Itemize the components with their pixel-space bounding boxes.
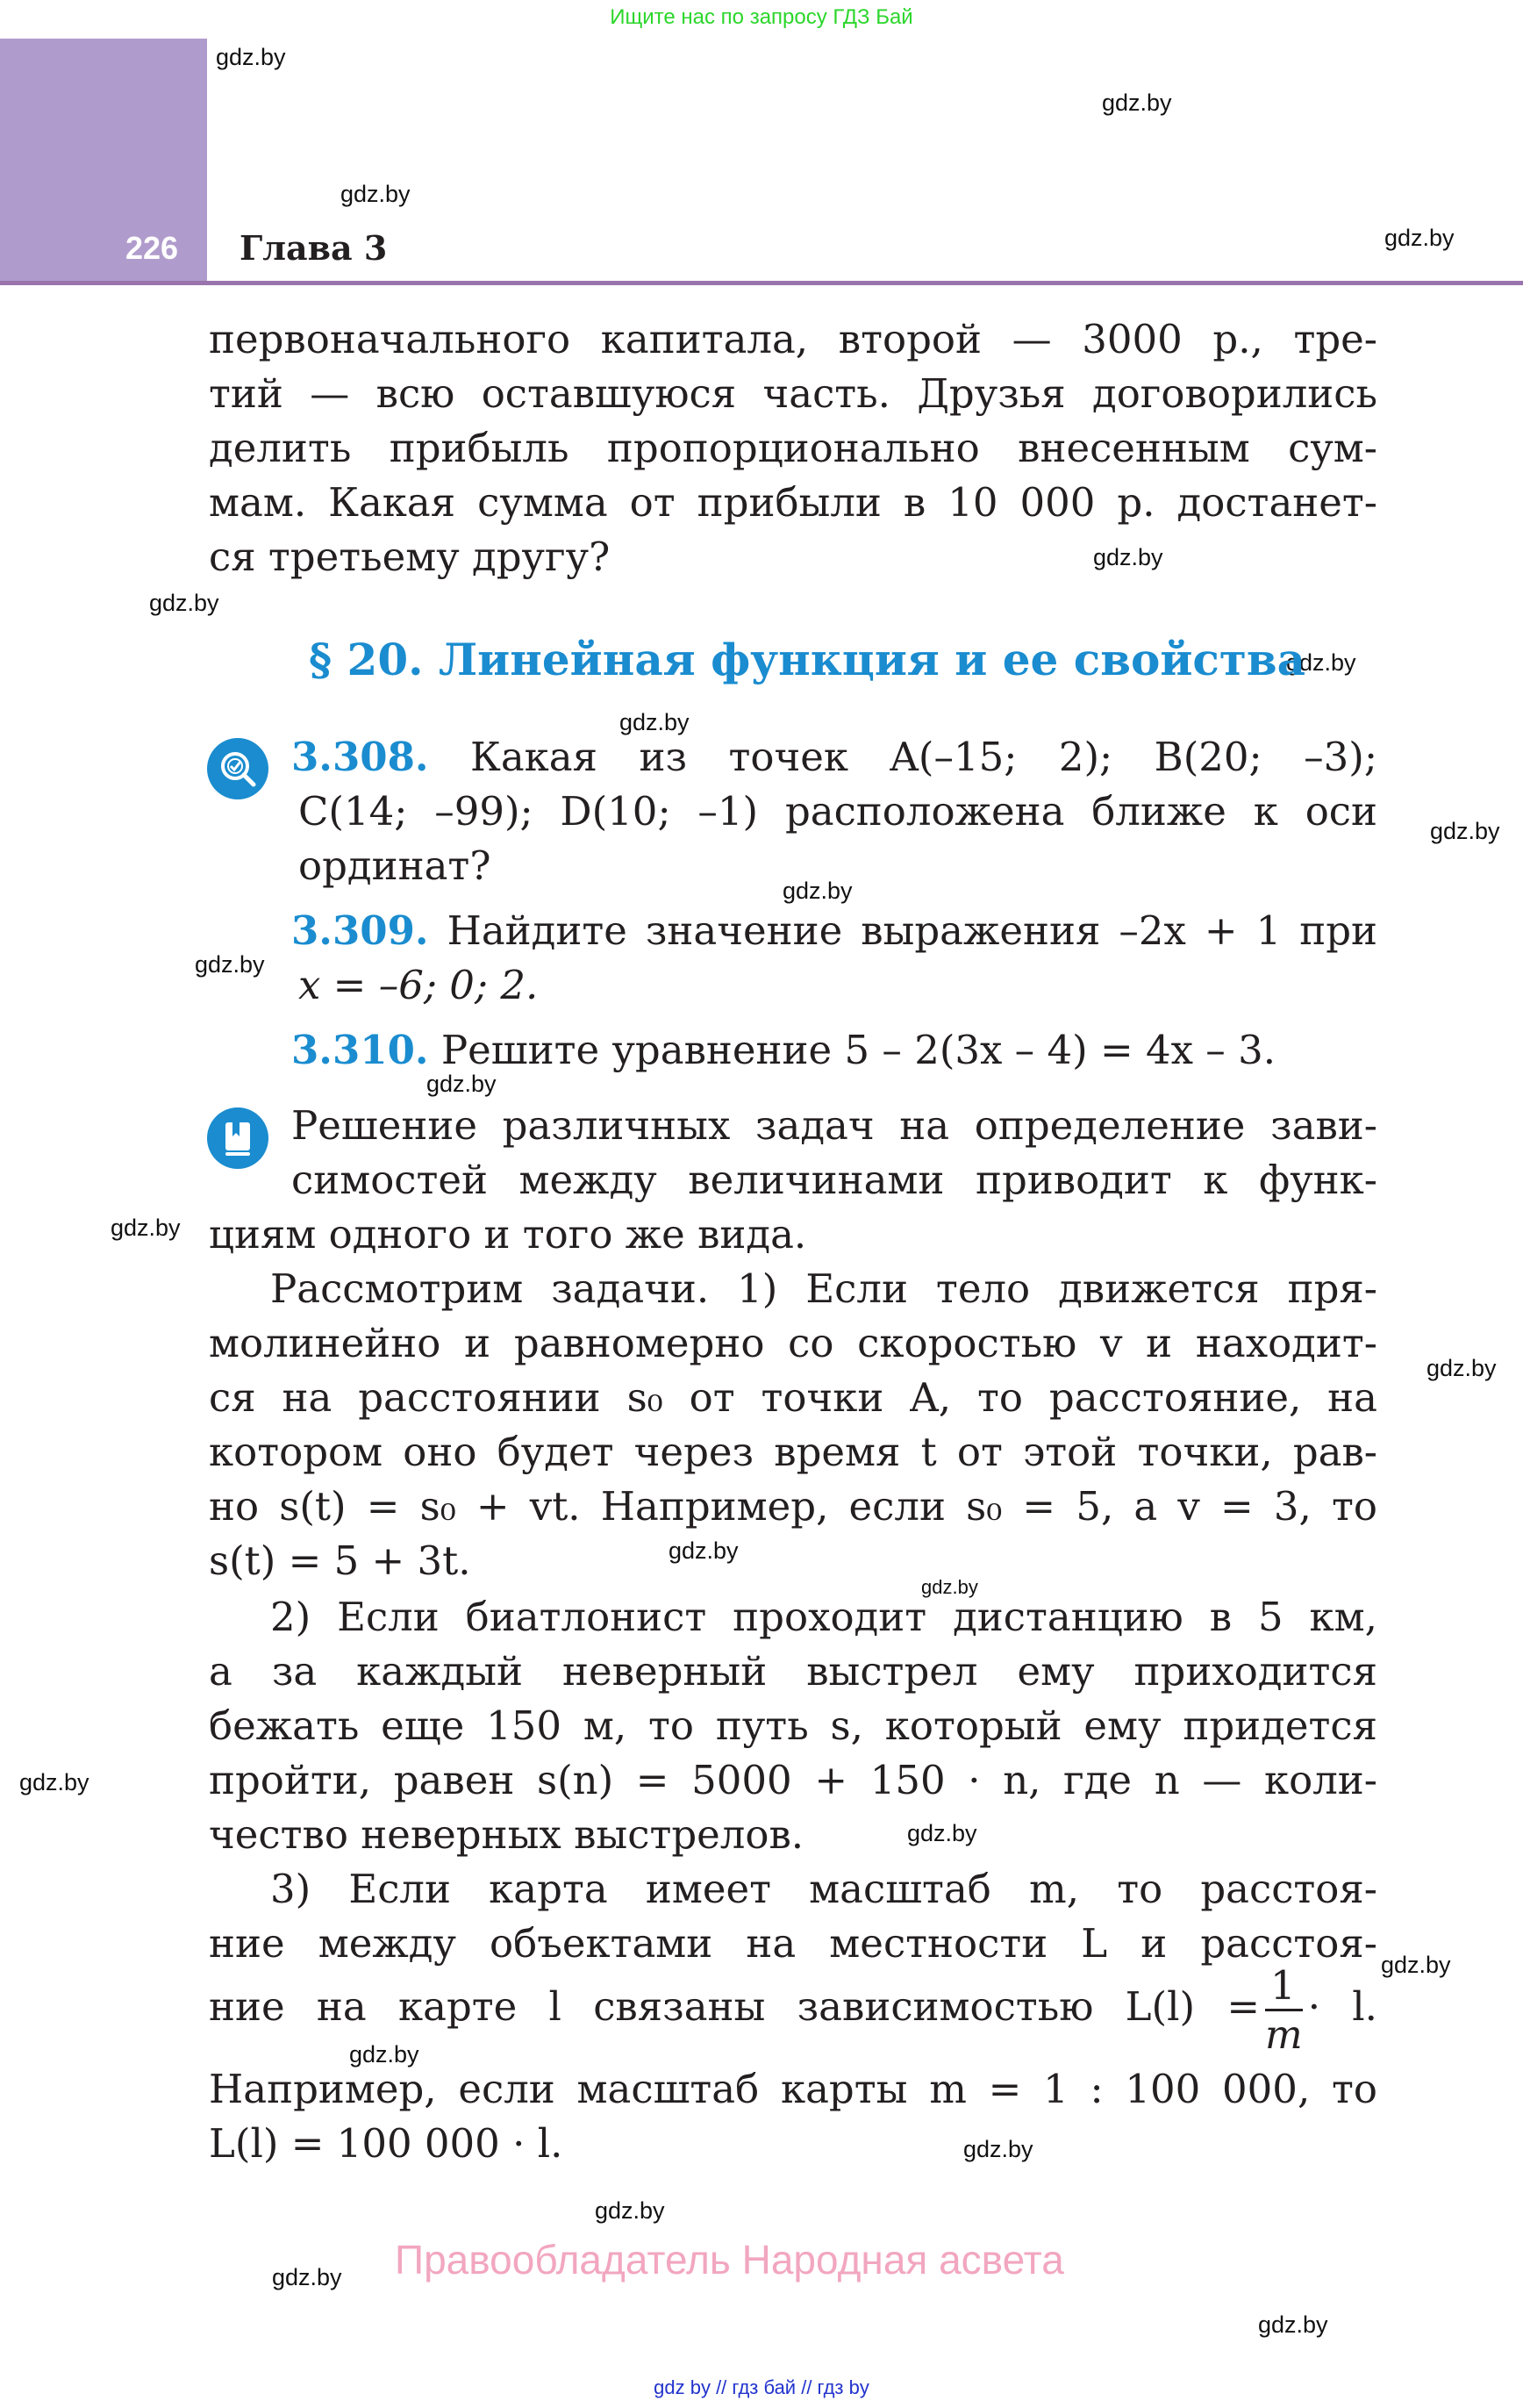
text-line: делить прибыль пропорционально внесенным сум- (209, 425, 1377, 471)
text-line: котором оно будет через время t от этой точки, рав- (209, 1429, 1377, 1475)
intro-paragraph (209, 312, 1377, 584)
watermark: gdz.by (19, 1769, 89, 1795)
text-line: 2) Если биатлонист проходит дистанцию в 5 км, (270, 1594, 1377, 1640)
text-line: мам. Какая сумма от прибыли в 10 000 р. достанет- (209, 479, 1377, 526)
text-line: циям одного и того же вида. (209, 1211, 807, 1258)
watermark: gdz.by (1430, 818, 1500, 844)
paragraph-2 (209, 1590, 1377, 1862)
watermark: gdz.by (907, 1820, 977, 1846)
exercise-3-309 (291, 904, 1377, 958)
watermark: gdz.by (619, 709, 690, 735)
text-line: 3) Если карта имеет масштаб m, то расстоя- (270, 1866, 1377, 1912)
text-line: но s(t) = s₀ + vt. Например, если s₀ = 5, а v = 3, то (209, 1483, 1377, 1530)
exercise-number: 3.310. (291, 1027, 429, 1073)
rights-holder: Правообладатель Народная асвета (395, 2237, 1064, 2283)
theory-block (291, 1099, 1377, 1208)
fraction-numerator: 1 (1265, 1966, 1303, 2011)
watermark: gdz.by (349, 2041, 419, 2068)
footer-links[interactable]: gdz by // гдз бай // гдз by (654, 2376, 869, 2398)
text-line (291, 1023, 1377, 1078)
page-number: 226 (125, 230, 179, 266)
top-banner: Ищите нас по запросу ГДЗ Бай (610, 5, 913, 29)
watermark: gdz.by (1381, 1952, 1451, 1978)
watermark: gdz.by (921, 1576, 978, 1598)
watermark: gdz.by (1093, 544, 1163, 570)
text-line: ся третьему другу? (209, 534, 611, 580)
text-line: ординат? (298, 842, 491, 889)
text-line: ние между объектами на местности L и расстоя- (209, 1920, 1377, 1967)
watermark: gdz.by (1102, 90, 1172, 116)
watermark: gdz.by (1426, 1355, 1497, 1381)
text-line: s(t) = 5 + 3t. (209, 1537, 471, 1584)
watermark: gdz.by (426, 1071, 497, 1097)
theory-block-cont (209, 1208, 1377, 1262)
exercise-text: Какая из точек A(–15; 2); B(20; –3); (470, 734, 1377, 780)
watermark: gdz.by (340, 181, 411, 207)
text-line: пройти, равен s(n) = 5000 + 150 · n, где n — коли- (209, 1757, 1377, 1803)
text-line: Решение различных задач на определение зави- (291, 1102, 1377, 1149)
formula-tail: · l. (1307, 1983, 1377, 2030)
exercise-3-310 (291, 1023, 1377, 1078)
exercise-3-308-cont (298, 785, 1377, 893)
paragraph-1 (209, 1262, 1377, 1588)
watermark: gdz.by (783, 878, 853, 904)
text-line: первоначального капитала, второй — 3000 р., тре- (209, 316, 1377, 362)
text-line: L(l) = 100 000 · l. (209, 2120, 563, 2167)
text-line (291, 730, 1377, 785)
watermark: gdz.by (963, 2136, 1033, 2162)
exercise-number: 3.308. (291, 734, 429, 780)
watermark: gdz.by (669, 1537, 739, 1564)
watermark: gdz.by (1258, 2311, 1328, 2338)
exercise-number: 3.309. (291, 907, 429, 954)
text-line: симостей между величинами приводит к функ- (291, 1157, 1377, 1203)
watermark: gdz.by (195, 951, 265, 978)
watermark: gdz.by (595, 2197, 665, 2224)
fraction-denominator: m (1265, 2011, 1303, 2058)
header-rule (0, 281, 1523, 285)
text-line: Например, если масштаб карты m = 1 : 100 000, то (209, 2066, 1377, 2112)
section-title: § 20. Линейная функция и ее свойства (309, 634, 1305, 685)
text-line: молинейно и равномерно со скоростью v и находит- (209, 1320, 1377, 1366)
paragraph-3 (209, 1862, 1377, 1971)
watermark: gdz.by (272, 2264, 342, 2290)
watermark: gdz.by (149, 590, 219, 616)
text-line: тий — всю оставшуюся часть. Друзья договорились (209, 370, 1377, 417)
text-line: чество неверных выстрелов. (209, 1811, 804, 1858)
watermark: gdz.by (1286, 649, 1356, 676)
magnifier-check-icon (207, 738, 268, 799)
watermark: gdz.by (111, 1215, 181, 1241)
book-icon (207, 1107, 268, 1169)
text-line: Рассмотрим задачи. 1) Если тело движется пря- (270, 1265, 1377, 1312)
fraction (1265, 1962, 1303, 2058)
text-line: бежать еще 150 м, то путь s, который ему придется (209, 1702, 1377, 1749)
text-line: а за каждый неверный выстрел ему приходится (209, 1648, 1377, 1695)
text-line (291, 904, 1377, 958)
exercise-text: Решите уравнение 5 – 2(3x – 4) = 4x – 3. (440, 1027, 1276, 1073)
exercise-3-308 (291, 730, 1377, 785)
chapter-title: Глава 3 (240, 228, 388, 268)
exercise-3-309-cont (298, 958, 1377, 1013)
watermark: gdz.by (1384, 225, 1455, 251)
exercise-text: Найдите значение выражения –2x + 1 при (447, 907, 1377, 954)
text-line: x = –6; 0; 2. (298, 962, 539, 1008)
paragraph-3-cont (209, 2062, 1377, 2171)
watermark: gdz.by (216, 44, 286, 70)
text-line: C(14; –99); D(10; –1) расположена ближе к оси (298, 788, 1377, 835)
text-line: ся на расстоянии s₀ от точки A, то расстояние, на (209, 1374, 1377, 1421)
formula-text: ние на карте l связаны зависимостью L(l) = (209, 1983, 1261, 2030)
